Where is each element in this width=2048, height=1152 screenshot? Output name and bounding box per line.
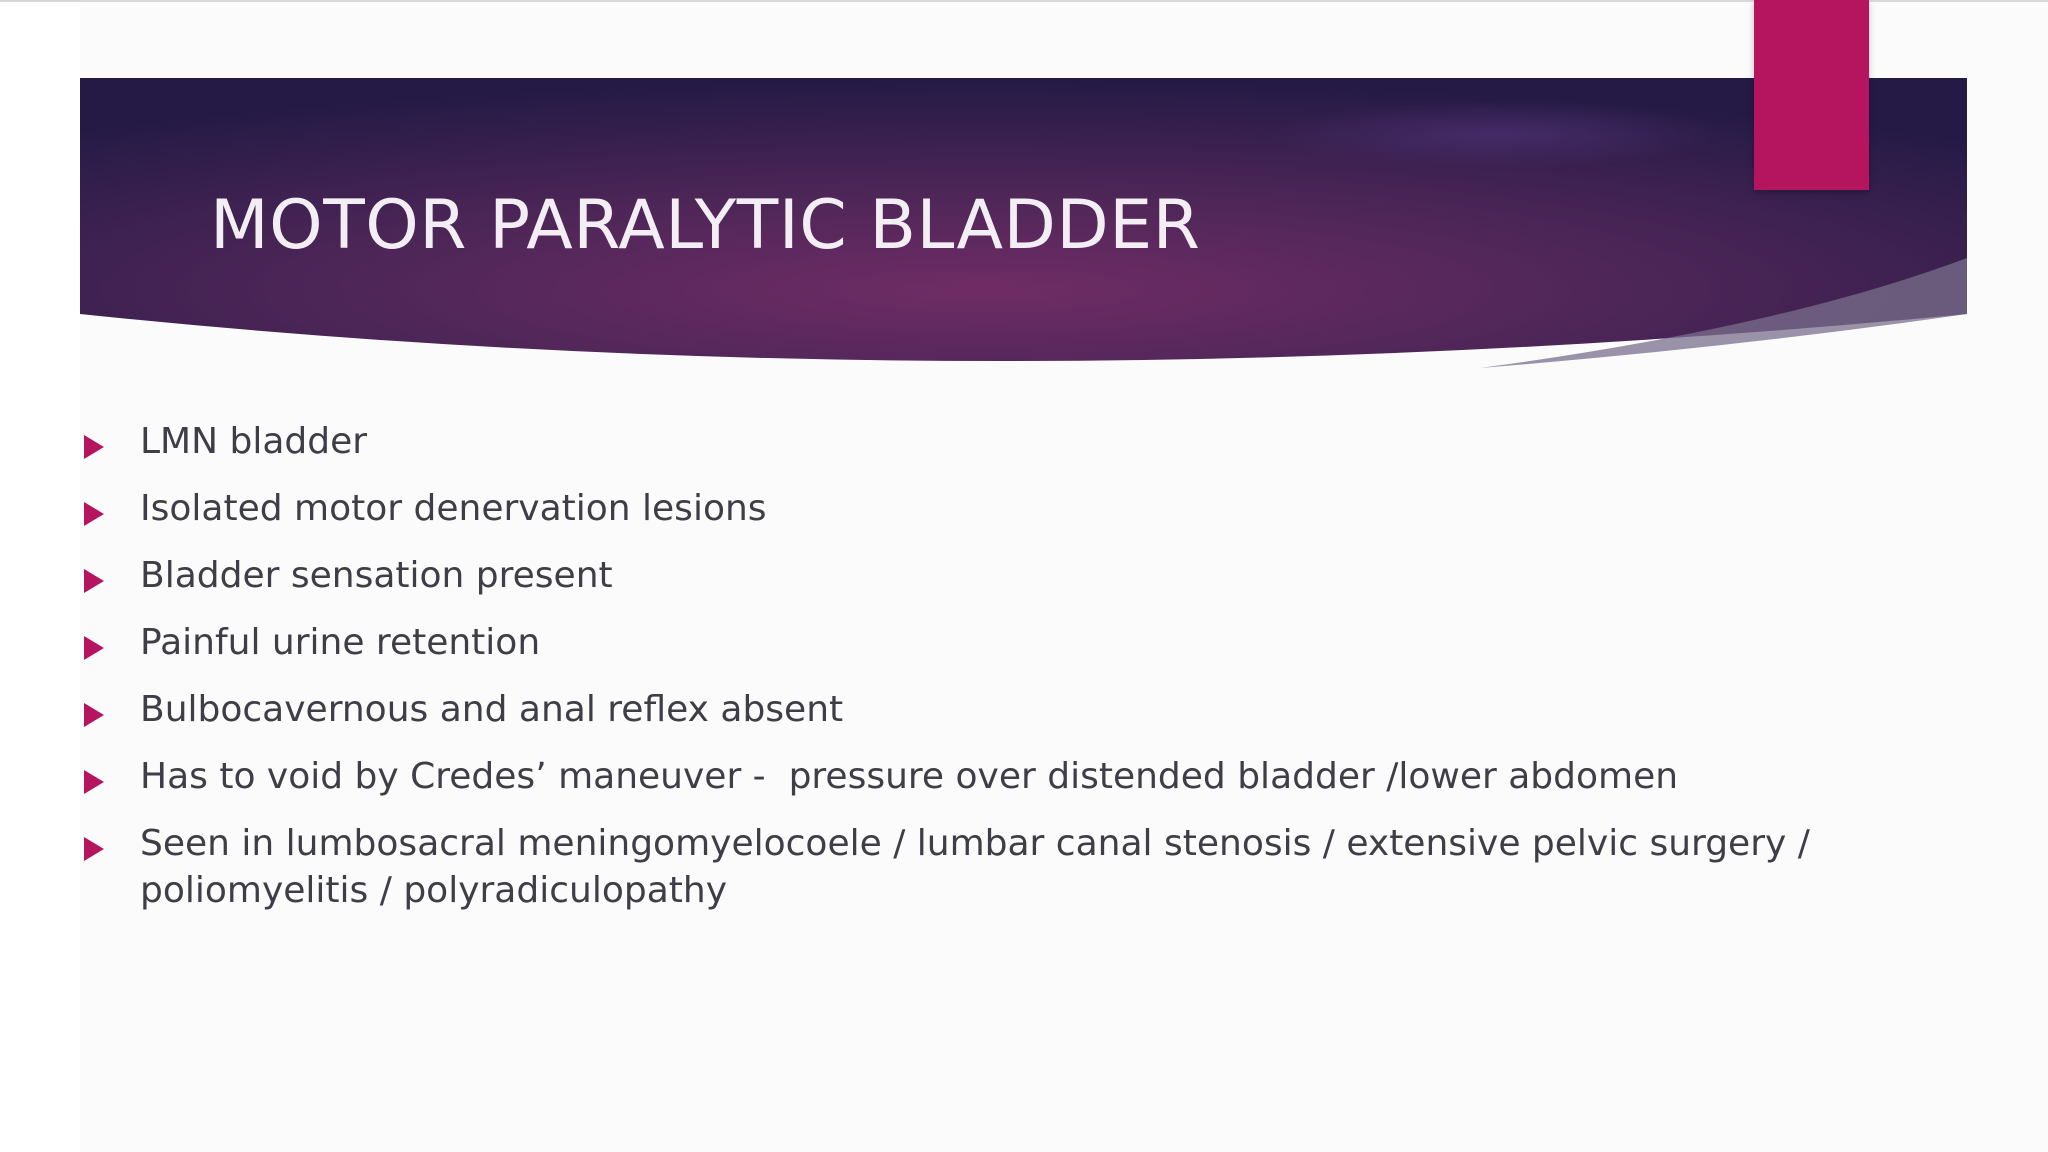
bullet-text: LMN bladder [140,421,368,462]
triangle-right-icon [84,837,104,861]
bullet-text: Seen in lumbosacral meningomyelocoele / lumbar canal stenosis / extensive pelvic surgery / poliomyelitis / polyradiculopathy [140,823,1822,911]
triangle-right-icon [84,636,104,660]
bullet-text: Has to void by Credes’ maneuver - pressure over distended bladder /lower abdomen [140,756,1679,797]
bullet-item [80,418,1960,465]
bullet-item [80,619,1960,666]
triangle-right-icon [84,569,104,593]
bullet-text: Isolated motor denervation lesions [140,488,767,529]
accent-tab [1754,0,1869,190]
bullet-item [80,753,1960,800]
bullet-text: Bladder sensation present [140,555,613,596]
bullet-list [80,418,1960,934]
bullet-item [80,485,1960,532]
triangle-right-icon [84,770,104,794]
slide-title: MOTOR PARALYTIC BLADDER [210,186,1201,265]
bullet-item [80,686,1960,733]
bullet-item [80,552,1960,599]
left-margin [0,2,80,1152]
triangle-right-icon [84,502,104,526]
bullet-text: Painful urine retention [140,622,541,663]
triangle-right-icon [84,703,104,727]
bullet-text: Bulbocavernous and anal reflex absent [140,689,844,730]
triangle-right-icon [84,435,104,459]
bullet-item [80,820,1960,914]
